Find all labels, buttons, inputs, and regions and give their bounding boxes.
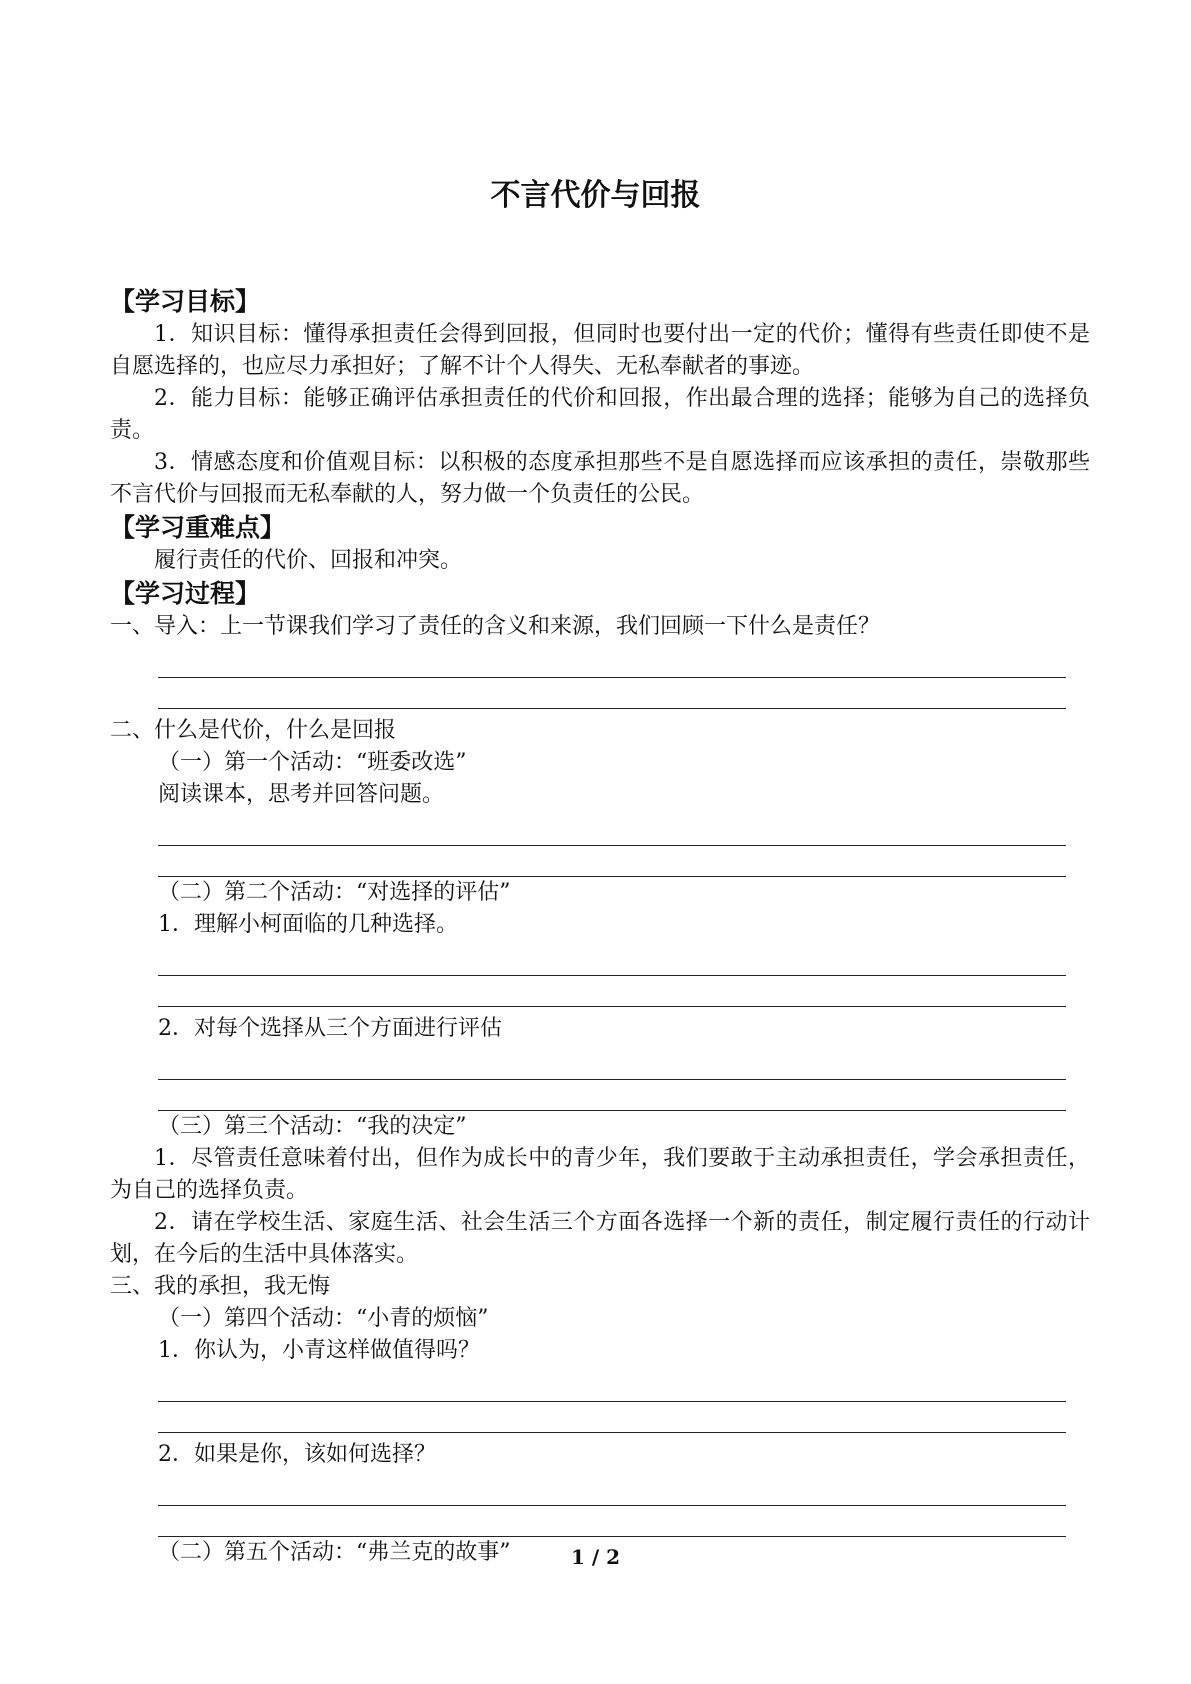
part-2-title: 二、什么是代价，什么是回报 bbox=[110, 718, 397, 743]
intro-question: 一、导入：上一节课我们学习了责任的含义和来源，我们回顾一下什么是责任？ bbox=[110, 614, 881, 639]
answer-line[interactable] bbox=[158, 1049, 1066, 1080]
activity-2-title: （二）第二个活动：“对选择的评估” bbox=[158, 880, 511, 905]
answer-line[interactable] bbox=[158, 1402, 1066, 1433]
goal-3: 3．情感态度和价值观目标：以积极的态度承担那些不是自愿选择而应该承担的责任，崇敬那些不言代价与回报而无私奉献的人，努力做一个负责任的公民。 bbox=[110, 450, 1090, 507]
document-body bbox=[110, 285, 1090, 1569]
activity-1-text: 阅读课本，思考并回答问题。 bbox=[158, 782, 445, 807]
answer-line[interactable] bbox=[158, 1506, 1066, 1537]
activity-4-title: （一）第四个活动：“小青的烦恼” bbox=[158, 1306, 489, 1331]
goals-heading: 【学习目标】 bbox=[110, 287, 261, 316]
answer-line[interactable] bbox=[158, 1371, 1066, 1402]
goal-1: 1．知识目标：懂得承担责任会得到回报，但同时也要付出一定的代价；懂得有些责任即使不是自愿选择的，也应尽力承担好；了解不计个人得失、无私奉献者的事迹。 bbox=[110, 322, 1090, 379]
key-points-text: 履行责任的代价、回报和冲突。 bbox=[154, 548, 463, 573]
answer-line[interactable] bbox=[158, 846, 1066, 877]
answer-line[interactable] bbox=[158, 815, 1066, 846]
answer-lines[interactable] bbox=[158, 1367, 1066, 1433]
page-title: 不言代价与回报 bbox=[490, 178, 701, 213]
key-points-heading: 【学习重难点】 bbox=[110, 513, 286, 542]
answer-lines[interactable] bbox=[158, 1045, 1066, 1111]
activity-5-title: （二）第五个活动：“弗兰克的故事” bbox=[158, 1540, 511, 1565]
activity-4-question-1: 1．你认为，小青这样做值得吗？ bbox=[158, 1338, 480, 1363]
activity-1-title: （一）第一个活动：“班委改选” bbox=[158, 750, 467, 775]
answer-lines[interactable] bbox=[158, 643, 1066, 709]
answer-line[interactable] bbox=[158, 1475, 1066, 1506]
answer-line[interactable] bbox=[158, 678, 1066, 709]
answer-lines[interactable] bbox=[158, 1471, 1066, 1537]
activity-3-title: （三）第三个活动：“我的决定” bbox=[158, 1114, 467, 1139]
answer-line[interactable] bbox=[158, 976, 1066, 1007]
goal-2: 2．能力目标：能够正确评估承担责任的代价和回报，作出最合理的选择；能够为自己的选择负责。 bbox=[110, 386, 1090, 443]
process-heading: 【学习过程】 bbox=[110, 579, 261, 608]
activity-3-paragraph-2: 2．请在学校生活、家庭生活、社会生活三个方面各选择一个新的责任，制定履行责任的行动计划，在今后的生活中具体落实。 bbox=[110, 1210, 1090, 1267]
page-number: 1 / 2 bbox=[570, 1545, 621, 1569]
answer-line[interactable] bbox=[158, 945, 1066, 976]
answer-lines[interactable] bbox=[158, 941, 1066, 1007]
answer-line[interactable] bbox=[158, 647, 1066, 678]
activity-2-question-1: 1．理解小柯面临的几种选择。 bbox=[158, 912, 458, 937]
activity-2-question-2: 2．对每个选择从三个方面进行评估 bbox=[158, 1016, 502, 1041]
activity-3-paragraph-1: 1．尽管责任意味着付出，但作为成长中的青少年，我们要敢于主动承担责任，学会承担责任，为自己的选择负责。 bbox=[110, 1146, 1090, 1203]
part-3-title: 三、我的承担，我无悔 bbox=[110, 1274, 331, 1299]
activity-4-question-2: 2．如果是你，该如何选择？ bbox=[158, 1442, 436, 1467]
answer-line[interactable] bbox=[158, 1080, 1066, 1111]
answer-lines[interactable] bbox=[158, 811, 1066, 877]
